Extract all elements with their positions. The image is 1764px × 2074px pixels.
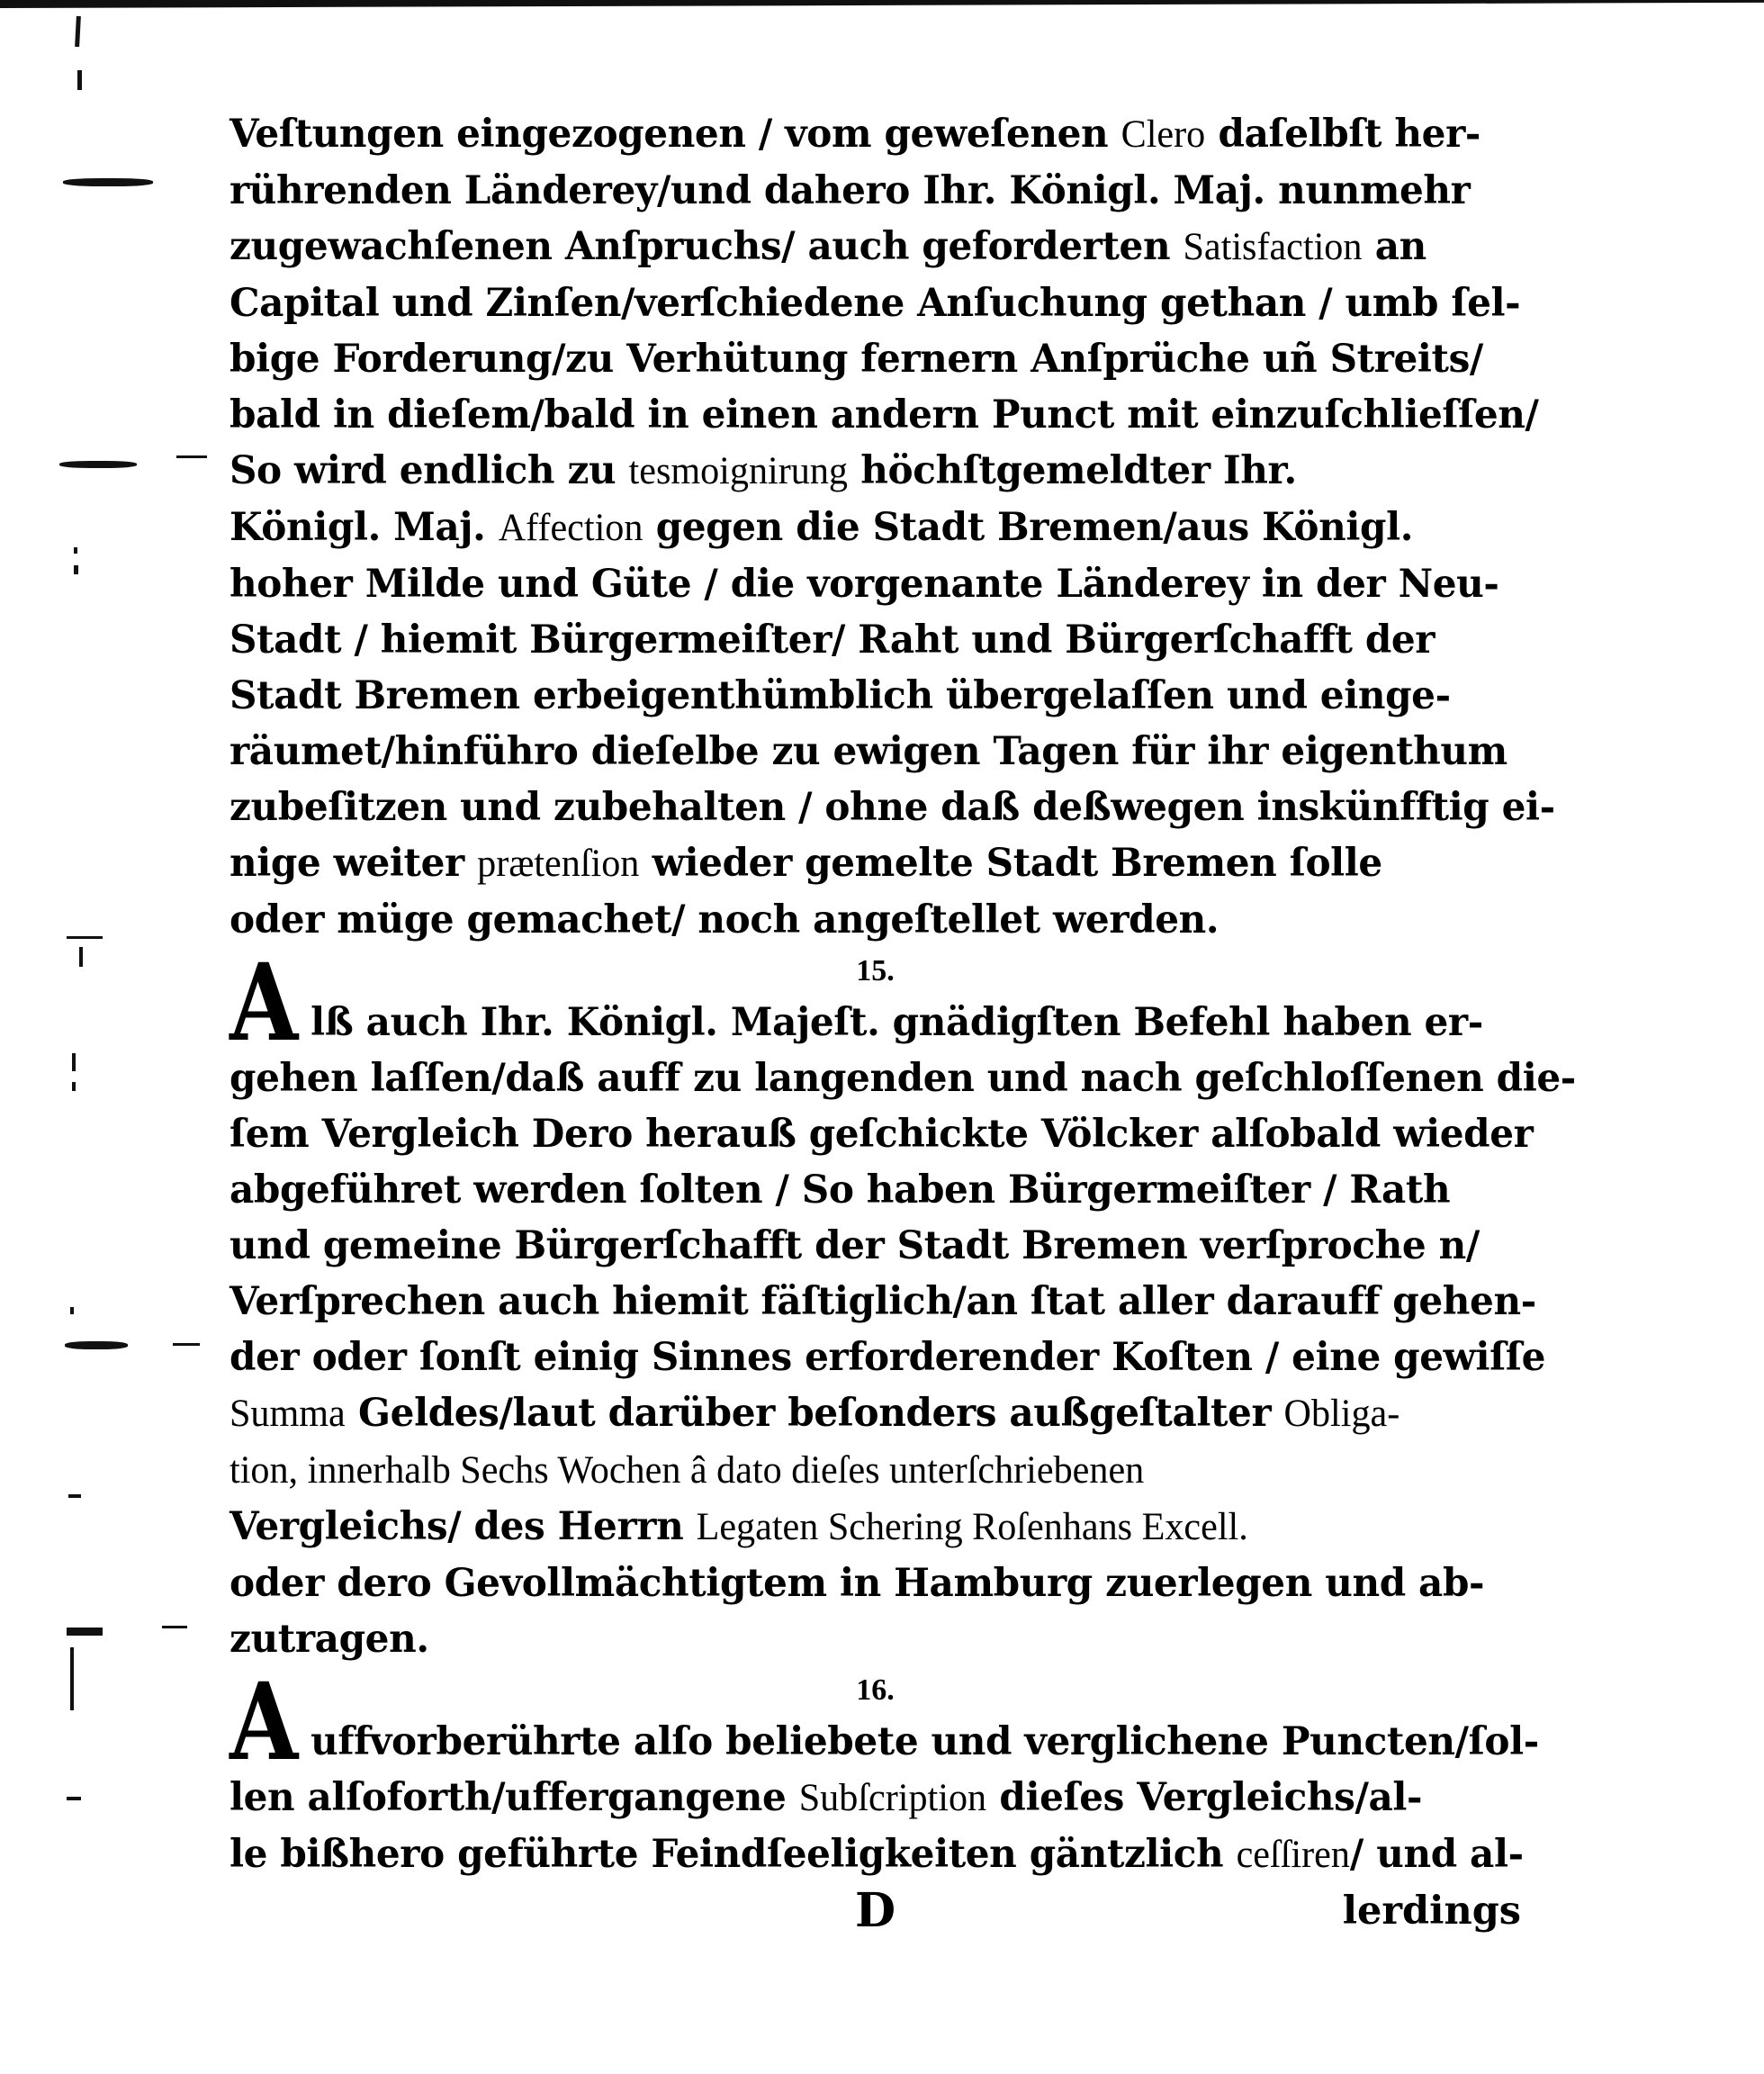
line-fraktur: Vergleichs/ des Herrn bbox=[230, 1504, 697, 1549]
text-line bbox=[230, 443, 1495, 500]
line-fraktur: Stadt / hiemit Bürgermeiſter/ Raht und Bürgerſchafft der bbox=[230, 618, 1436, 663]
line-fraktur: oder müge gemachet/ noch angeſtellet werden. bbox=[230, 897, 1220, 942]
line-fraktur: le bißhero geführte Feindſeeligkeiten gäntzlich bbox=[230, 1832, 1237, 1877]
text-line bbox=[230, 1274, 1536, 1330]
line-roman: Affection bbox=[498, 507, 644, 549]
line-fraktur: Geldes/laut darüber beſonders außgeſtalter bbox=[345, 1391, 1284, 1436]
line-roman: Subſcription bbox=[798, 1777, 987, 1819]
line-fraktur: Veſtungen eingezogenen / vom geweſenen bbox=[230, 112, 1121, 157]
margin-speck bbox=[70, 1307, 74, 1314]
catchword: lerdings bbox=[1342, 1889, 1521, 1934]
signature-mark: D bbox=[854, 1883, 896, 1938]
text-line bbox=[230, 1106, 1534, 1162]
line-roman: Satisfaction bbox=[1183, 226, 1363, 268]
line-roman: Clero bbox=[1120, 113, 1206, 156]
section-number-16: 16. bbox=[856, 1673, 895, 1707]
margin-speck bbox=[176, 455, 207, 458]
line-roman: prætenſion bbox=[477, 843, 640, 885]
margin-speck bbox=[74, 547, 77, 554]
text-line bbox=[230, 556, 1499, 612]
margin-speck bbox=[72, 1082, 76, 1091]
text-line bbox=[230, 1051, 1576, 1106]
section-number-15: 15. bbox=[856, 954, 895, 987]
margin-speck bbox=[68, 1494, 81, 1498]
line-roman: ceſſiren bbox=[1236, 1834, 1350, 1876]
margin-speck bbox=[173, 1343, 200, 1346]
line-fraktur: Königl. Maj. bbox=[230, 505, 499, 550]
signature-and-catchword-row bbox=[230, 1883, 1521, 1941]
text-line bbox=[230, 106, 1495, 163]
drop-cap-initial: A bbox=[230, 940, 298, 1065]
drop-cap-initial: A bbox=[230, 1659, 298, 1784]
margin-speck bbox=[67, 1797, 81, 1800]
line-fraktur-tail: gegen die Stadt Bremen/aus Königl. bbox=[643, 505, 1413, 550]
text-line bbox=[230, 331, 1495, 387]
margin-speck bbox=[75, 16, 81, 47]
text-line bbox=[230, 1385, 1495, 1442]
text-line bbox=[230, 1499, 1495, 1556]
margin-speck bbox=[162, 1626, 187, 1628]
line-fraktur: und gemeine Bürgerſchafft der Stadt Bremen verſproche n/ bbox=[230, 1223, 1480, 1268]
margin-speck bbox=[70, 1647, 74, 1710]
line-fraktur: der oder ſonſt einig Sinnes erforderender Koſten / eine gewiſſe bbox=[230, 1335, 1546, 1380]
line-fraktur-tail: / und al- bbox=[1349, 1832, 1524, 1877]
line-roman: tion, innerhalb Sechs Wochen â dato dieſes unterſchriebenen bbox=[230, 1449, 1145, 1492]
line-fraktur-tail: dieſes Vergleichs/al- bbox=[986, 1775, 1423, 1820]
text-line bbox=[230, 892, 1495, 948]
text-line bbox=[230, 780, 1555, 835]
line-fraktur: abgeführet werden ſolten / So haben Bürgermeiſter / Rath bbox=[230, 1168, 1451, 1213]
line-fraktur: bige Forderung/zu Verhütung fernern Anſprüche uñ Streits/ bbox=[230, 337, 1483, 382]
text-line bbox=[230, 163, 1495, 219]
margin-speck bbox=[67, 936, 103, 939]
margin-speck bbox=[72, 1053, 76, 1071]
margin-speck bbox=[65, 1341, 128, 1349]
margin-speck bbox=[63, 178, 153, 186]
line-fraktur: oder dero Gevollmächtigtem in Hamburg zuerlegen und ab- bbox=[230, 1561, 1485, 1606]
margin-speck bbox=[74, 565, 78, 574]
line-fraktur: zutragen. bbox=[230, 1617, 429, 1662]
text-line bbox=[230, 668, 1495, 724]
text-line bbox=[230, 219, 1495, 275]
line-fraktur: uffvorberührte alſo beliebete und verglichene Puncten/ſol- bbox=[310, 1719, 1539, 1764]
text-line bbox=[230, 1826, 1524, 1883]
text-column bbox=[230, 106, 1576, 1941]
margin-speck bbox=[77, 70, 82, 90]
text-line bbox=[230, 1162, 1495, 1218]
line-fraktur: zugewachſenen Anſpruchs/ auch geforderten bbox=[230, 224, 1184, 269]
margin-speck bbox=[79, 947, 83, 967]
line-fraktur: nige weiter bbox=[230, 841, 478, 886]
line-fraktur: gehen laſſen/daß auff zu langenden und nach geſchloſſenen die- bbox=[230, 1056, 1576, 1101]
text-line bbox=[230, 500, 1495, 556]
margin-speck bbox=[59, 461, 137, 468]
text-line bbox=[230, 387, 1539, 443]
line-fraktur: räumet/hinführo dieſelbe zu ewigen Tagen für ihr eigenthum bbox=[230, 729, 1508, 774]
text-line bbox=[230, 1770, 1495, 1826]
text-line bbox=[230, 1556, 1495, 1611]
line-fraktur-tail: an bbox=[1362, 224, 1426, 269]
line-fraktur: lß auch Ihr. Königl. Majeſt. gnädigſten Befehl haben er- bbox=[310, 1000, 1483, 1045]
line-roman-tail: Obliga- bbox=[1283, 1393, 1400, 1435]
text-line bbox=[230, 724, 1508, 780]
text-line bbox=[230, 612, 1495, 668]
line-roman: tesmoignirung bbox=[628, 450, 848, 492]
line-fraktur: So wird endlich zu bbox=[230, 448, 629, 493]
line-fraktur: Capital und Zinſen/verſchiedene Anſuchung gethan / umb ſel- bbox=[230, 281, 1521, 326]
margin-speck bbox=[67, 1628, 103, 1636]
line-fraktur: rührenden Länderey/und dahero Ihr. Königl. Maj. nunmehr bbox=[230, 168, 1471, 213]
line-fraktur: Stadt Bremen erbeigenthümblich übergelaſſen und einge- bbox=[230, 673, 1451, 718]
line-fraktur: Verſprechen auch hiemit fäſtiglich/an ſtat aller darauff gehen- bbox=[230, 1279, 1536, 1324]
text-line bbox=[230, 1611, 1495, 1667]
scan-top-edge-artifact bbox=[0, 0, 1764, 8]
text-line bbox=[230, 835, 1495, 892]
line-fraktur: zubeſitzen und zubehalten / ohne daß deßwegen inskünfftig ei- bbox=[230, 785, 1555, 830]
text-line bbox=[230, 1330, 1546, 1385]
text-line bbox=[230, 1442, 1495, 1499]
line-fraktur: len alſoforth/uffergangene bbox=[230, 1775, 799, 1820]
line-fraktur-tail: höchſtgemeldter Ihr. bbox=[847, 448, 1297, 493]
line-fraktur-tail: wieder gemelte Stadt Bremen ſolle bbox=[639, 841, 1382, 886]
line-fraktur: ſem Vergleich Dero herauß geſchickte Völcker alſobald wieder bbox=[230, 1112, 1534, 1157]
text-line bbox=[230, 1218, 1495, 1274]
line-roman: Legaten Schering Roſenhans Excell. bbox=[696, 1506, 1248, 1548]
text-line bbox=[230, 275, 1521, 331]
line-roman: Summa bbox=[230, 1393, 346, 1435]
line-fraktur: bald in dieſem/bald in einen andern Punct mit einzuſchlieſſen/ bbox=[230, 392, 1539, 437]
line-fraktur: hoher Milde und Güte / die vorgenante Länderey in der Neu- bbox=[230, 562, 1499, 607]
line-fraktur-tail: daſelbſt her- bbox=[1205, 112, 1480, 157]
